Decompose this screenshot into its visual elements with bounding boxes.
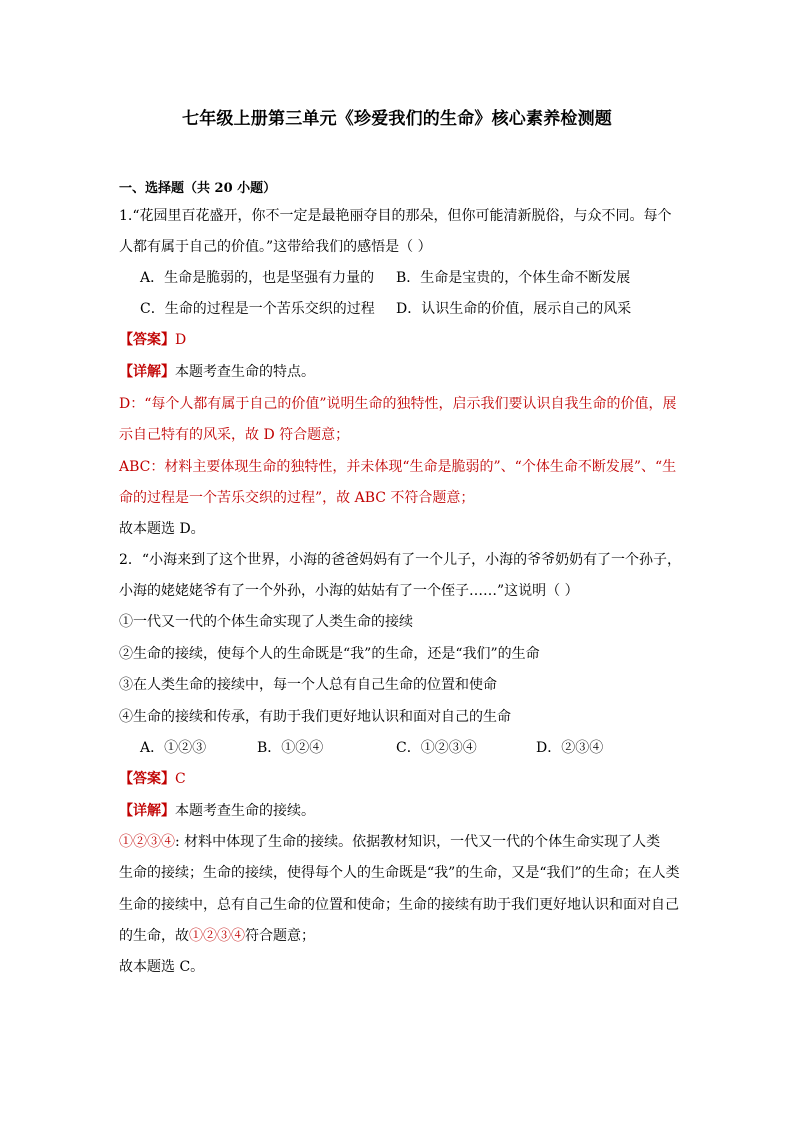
q2-option-b: B．①②④ — [257, 740, 324, 756]
answer-label: 【答案】 — [119, 332, 175, 348]
q2-stem-line2: 小海的姥姥姥爷有了一个外孙，小海的姑姑有了一个侄子……”这说明（ ） — [119, 583, 579, 599]
q2-answer — [119, 770, 186, 788]
q2-option-a: A．①②③ — [140, 740, 207, 756]
detail-label: 【详解】 — [119, 364, 175, 380]
detail-intro: 本题考查生命的接续。 — [175, 803, 315, 819]
q2-option-d: D．②③④ — [536, 740, 604, 756]
q2-statement-2: ②生命的接续，使每个人的生命既是“我”的生命，还是“我们”的生命 — [119, 646, 540, 662]
detail-intro: 本题考查生命的特点。 — [175, 364, 315, 380]
q2-statement-1: ①一代又一代的个体生命实现了人类生命的接续 — [119, 614, 413, 630]
q1-option-a: A．生命是脆弱的，也是坚强有力量的 — [140, 270, 375, 286]
q1-detail-abc-line1: ABC：材料主要体现生命的独特性，并未体现“生命是脆弱的”、“个体生命不断发展”、“生 — [119, 459, 677, 475]
q2-option-c: C．①②③④ — [396, 740, 477, 756]
q1-conclusion: 故本题选 D。 — [119, 521, 205, 537]
q2-conclusion: 故本题选 C。 — [119, 959, 205, 975]
answer-value: D — [175, 332, 187, 348]
detail-text: : 材料中体现了生命的接续。依据教材知识，一代又一代的个体生命实现了人类 — [175, 834, 661, 850]
q2-detail-line2: 生命的接续；生命的接续，使得每个人的生命既是“我”的生命，又是“我们”的生命；在人类 — [119, 865, 680, 881]
q1-detail-d-line2: 示自己特有的风采，故 D 符合题意； — [119, 427, 350, 443]
q2-statement-4: ④生命的接续和传承，有助于我们更好地认识和面对自己的生命 — [119, 709, 511, 725]
detail-text: 符合题意； — [245, 928, 315, 944]
q1-stem-line1: 1.“花园里百花盛开，你不一定是最艳丽夺目的那朵，但你可能清新脱俗，与众不同。每个 — [119, 208, 672, 224]
q1-option-c: C．生命的过程是一个苦乐交织的过程 — [140, 301, 375, 317]
detail-label: 【详解】 — [119, 803, 175, 819]
q2-detail-line4 — [119, 927, 315, 945]
page-title: 七年级上册第三单元《珍爱我们的生命》核心素养检测题 — [182, 109, 612, 129]
q2-detail-line3: 生命的接续中，总有自己生命的位置和使命；生命的接续有助于我们更好地认识和面对自己 — [119, 897, 679, 913]
q1-option-b: B．生命是宝贵的，个体生命不断发展 — [396, 270, 631, 286]
q2-statement-3: ③在人类生命的接续中，每一个人总有自己生命的位置和使命 — [119, 677, 497, 693]
q1-answer — [119, 331, 186, 349]
section-header: 一、选择题（共 20 小题） — [119, 181, 277, 196]
q1-detail — [119, 363, 315, 381]
options-ref: ①②③④ — [119, 834, 175, 850]
q2-detail-line1 — [119, 833, 660, 851]
q2-stem-line1: 2．“小海来到了这个世界，小海的爸爸妈妈有了一个儿子，小海的爷爷奶奶有了一个孙子， — [119, 552, 682, 568]
q1-detail-abc-line2: 命的过程是一个苦乐交织的过程”，故 ABC 不符合题意； — [119, 490, 475, 506]
q2-detail — [119, 802, 315, 820]
answer-label: 【答案】 — [119, 771, 175, 787]
q1-option-d: D．认识生命的价值，展示自己的风采 — [396, 301, 632, 317]
detail-text: 的生命，故 — [119, 928, 189, 944]
q1-stem-line2: 人都有属于自己的价值。”这带给我们的感悟是（ ） — [119, 239, 432, 255]
q1-detail-d-line1: D：“每个人都有属于自己的价值”说明生命的独特性，启示我们要认识自我生命的价值，展 — [119, 396, 677, 412]
answer-value: C — [175, 771, 186, 787]
options-ref: ①②③④ — [189, 928, 245, 944]
